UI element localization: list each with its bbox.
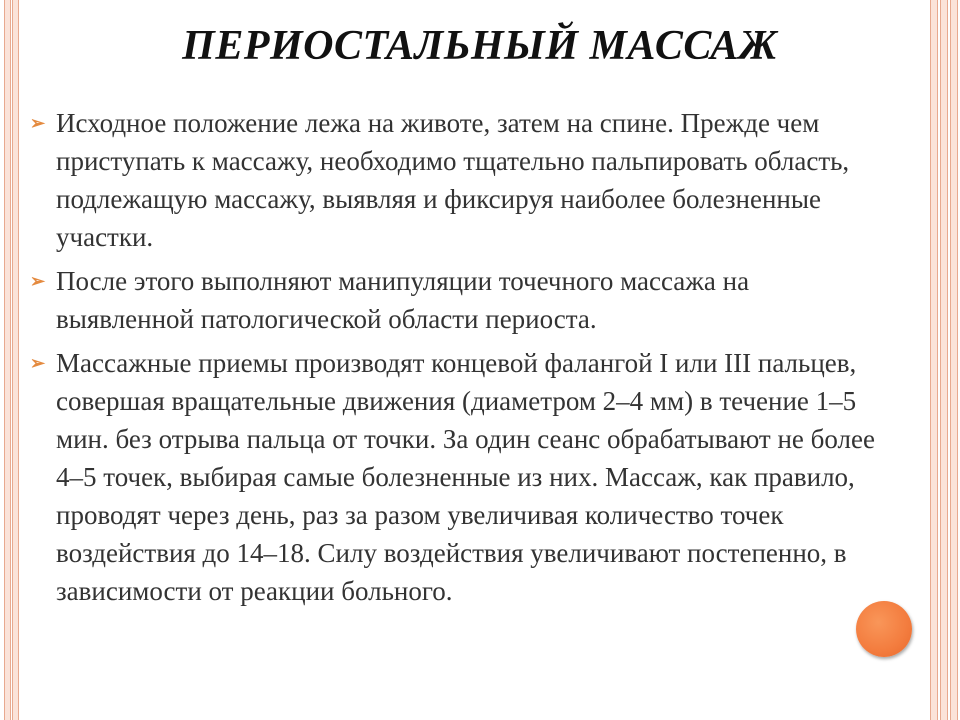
arrow-bullet-icon: ➢ [30, 353, 46, 373]
arrow-bullet-icon: ➢ [30, 271, 46, 291]
bullet-item [26, 344, 886, 610]
left-decorative-border [0, 0, 26, 720]
arrow-bullet-icon: ➢ [30, 113, 46, 133]
right-decorative-border [926, 0, 960, 720]
bullet-item [26, 262, 886, 338]
left-border-stripe [4, 0, 11, 720]
bullet-text: После этого выполняют манипуляции точечного массажа на выявленной патологической области периоста. [56, 266, 750, 334]
left-border-stripe [12, 0, 19, 720]
bullet-text: Массажные приемы производят концевой фалангой I или III пальцев, совершая вращательные движения (диаметром 2–4 мм) в течение 1–5 мин. без отрыва пальца от точки. За один сеанс обрабатывают не более 4–5 точек, выбирая самые болезненные из них. Массаж, как правило, проводят через день, раз за разом увеличивая количество точек воздействия до 14–18. Силу воздействия увеличивают постепенно, в зависимости от реакции больного. [56, 348, 875, 606]
bullet-text: Исходное положение лежа на животе, затем на спине. Прежде чем приступать к массажу, необходимо тщательно пальпировать область, подлежащую массажу, выявляя и фиксируя наиболее болезненные участки. [56, 108, 850, 252]
right-border-stripe [950, 0, 958, 720]
slide-title: ПЕРИОСТАЛЬНЫЙ МАССАЖ [182, 23, 778, 69]
bullet-item [26, 104, 886, 256]
slide-content [26, 104, 886, 616]
right-border-stripe [930, 0, 938, 720]
orange-circle-decoration [856, 601, 912, 657]
right-border-stripe [940, 0, 948, 720]
